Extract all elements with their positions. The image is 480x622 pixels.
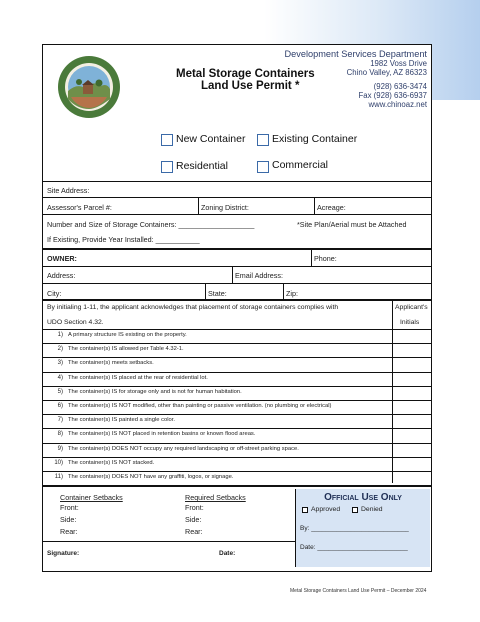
assessor-parcel-label: Assessor's Parcel #: <box>47 203 112 212</box>
divider <box>314 197 315 214</box>
initials-field[interactable] <box>393 457 431 471</box>
section-divider <box>43 299 431 301</box>
approved-label: Approved <box>311 506 341 513</box>
initials-field[interactable] <box>393 443 431 457</box>
divider <box>43 197 431 198</box>
divider <box>43 283 431 284</box>
item-text: The container(s) DOES NOT have any graffiti, logos, or signage. <box>68 474 234 480</box>
acknowledgement-item <box>43 471 431 485</box>
acknowledgement-item <box>43 329 431 343</box>
initials-field[interactable] <box>393 343 431 357</box>
site-address-label: Site Address: <box>47 186 90 195</box>
item-number: 10) <box>54 459 63 466</box>
denied-checkbox[interactable] <box>352 507 358 513</box>
item-text: A primary structure IS existing on the property. <box>68 332 187 338</box>
department-city: Chino Valley, AZ 86323 <box>346 68 427 77</box>
approved-checkbox[interactable] <box>302 507 308 513</box>
initials-field[interactable] <box>393 414 431 428</box>
acknowledgement-item <box>43 357 431 371</box>
email-label: Email Address: <box>235 271 283 280</box>
section-divider <box>43 248 431 250</box>
department-website: www.chinoaz.net <box>368 100 427 109</box>
acknowledgement-item <box>43 343 431 357</box>
new-container-label: New Container <box>176 133 246 145</box>
divider <box>198 197 199 214</box>
item-text: The container(s) IS for storage only and is not for human habitation. <box>68 388 242 395</box>
zoning-district-label: Zoning District: <box>201 203 249 212</box>
site-plan-note: *Site Plan/Aerial must be Attached <box>297 220 407 229</box>
item-text: The container(s) IS NOT placed in retention basins or known flood areas. <box>68 431 256 438</box>
form-title-line1: Metal Storage Containers <box>176 68 315 80</box>
permit-form <box>42 44 432 572</box>
item-number: 5) <box>57 388 63 395</box>
initials-field[interactable] <box>393 471 431 485</box>
commercial-label: Commercial <box>272 159 329 171</box>
item-number: 7) <box>57 417 63 424</box>
divider <box>43 181 431 182</box>
acreage-label: Acreage: <box>317 203 346 212</box>
initials-header-2: Initials <box>400 319 420 326</box>
address-label: Address: <box>47 271 76 280</box>
item-number: 11) <box>54 474 63 480</box>
form-title-line2: Land Use Permit * <box>201 80 300 92</box>
item-number: 1) <box>57 332 63 338</box>
section-divider <box>43 485 431 487</box>
signature-label: Signature: <box>47 550 80 557</box>
divider <box>311 249 312 266</box>
item-text: The container(s) meets setbacks. <box>68 360 154 367</box>
existing-container-label: Existing Container <box>272 133 358 145</box>
city-label: City: <box>47 289 62 298</box>
date-label: Date: <box>219 550 236 557</box>
item-number: 8) <box>57 431 63 438</box>
department-name: Development Services Department <box>284 49 427 59</box>
acknowledgement-item <box>43 457 431 471</box>
phone-label: Phone: <box>314 254 337 263</box>
container-setbacks-header: Container Setbacks <box>60 493 123 502</box>
zip-label: Zip: <box>286 289 298 298</box>
required-side-label: Side: <box>185 515 202 524</box>
acknowledgement-item <box>43 400 431 414</box>
new-container-checkbox[interactable] <box>161 134 173 146</box>
divider <box>283 283 284 299</box>
divider <box>43 266 431 267</box>
existing-year-field[interactable]: If Existing, Provide Year Installed: ___________ <box>47 235 200 244</box>
footer-text: Metal Storage Containers Land Use Permit – December 2024 <box>290 588 427 594</box>
initials-field[interactable] <box>393 386 431 400</box>
acknowledgement-item <box>43 386 431 400</box>
department-info <box>285 50 427 109</box>
department-street: 1982 Voss Drive <box>370 59 427 68</box>
item-text: The container(s) IS painted a single color. <box>68 417 175 424</box>
number-size-field[interactable]: Number and Size of Storage Containers: ___________________ <box>47 220 255 229</box>
item-number: 9) <box>57 445 63 452</box>
owner-label: OWNER: <box>47 254 77 263</box>
item-text: The container(s) IS NOT stacked. <box>68 459 155 466</box>
item-number: 4) <box>57 374 63 381</box>
department-fax: Fax (928) 636-6937 <box>358 91 427 100</box>
container-front-label: Front: <box>60 503 79 512</box>
item-text: The container(s) DOES NOT occupy any required landscaping or off-street parking space. <box>68 445 299 452</box>
initials-field[interactable] <box>393 329 431 343</box>
item-number: 6) <box>57 403 63 409</box>
item-number: 2) <box>57 346 63 353</box>
acknowledgement-item <box>43 372 431 386</box>
item-text: The container(s) IS NOT modified, other than painting or passive ventilation. (no plumbing or electrical) <box>68 403 332 409</box>
acknowledgement-item <box>43 428 431 442</box>
initials-field[interactable] <box>393 400 431 414</box>
residential-checkbox[interactable] <box>161 161 173 173</box>
required-setbacks-header: Required Setbacks <box>185 493 246 502</box>
town-seal-logo <box>57 55 121 119</box>
department-phone: (928) 636-3474 <box>373 82 427 91</box>
by-field[interactable]: By: ___________________________ <box>300 525 409 532</box>
required-rear-label: Rear: <box>185 527 203 536</box>
divider <box>43 214 431 215</box>
official-use-title: Official Use Only <box>324 492 402 503</box>
required-front-label: Front: <box>185 503 204 512</box>
item-text: The container(s) IS placed at the rear of residential lot. <box>68 374 208 381</box>
initials-header: Applicant's <box>395 304 428 311</box>
acknowledgement-line2: UDO Section 4.32. <box>47 319 104 326</box>
residential-label: Residential <box>176 160 228 172</box>
existing-container-checkbox[interactable] <box>257 134 269 146</box>
official-use-box <box>295 489 430 567</box>
acknowledgement-item <box>43 414 431 428</box>
divider <box>43 541 295 542</box>
state-label: State: <box>208 289 227 298</box>
official-date-field[interactable]: Date: _________________________ <box>300 544 408 551</box>
item-text: The container(s) IS allowed per Table 4.32-1. <box>68 346 184 353</box>
initials-field[interactable] <box>393 357 431 371</box>
container-side-label: Side: <box>60 515 77 524</box>
commercial-checkbox[interactable] <box>257 161 269 173</box>
divider <box>205 283 206 299</box>
acknowledgement-item <box>43 443 431 457</box>
initials-field[interactable] <box>393 428 431 442</box>
acknowledgement-line1: By initialing 1-11, the applicant acknowledges that placement of storage containers complies with <box>47 304 339 311</box>
item-number: 3) <box>57 360 63 367</box>
denied-label: Denied <box>361 506 383 513</box>
initials-field[interactable] <box>393 372 431 386</box>
divider <box>232 266 233 283</box>
container-rear-label: Rear: <box>60 527 78 536</box>
